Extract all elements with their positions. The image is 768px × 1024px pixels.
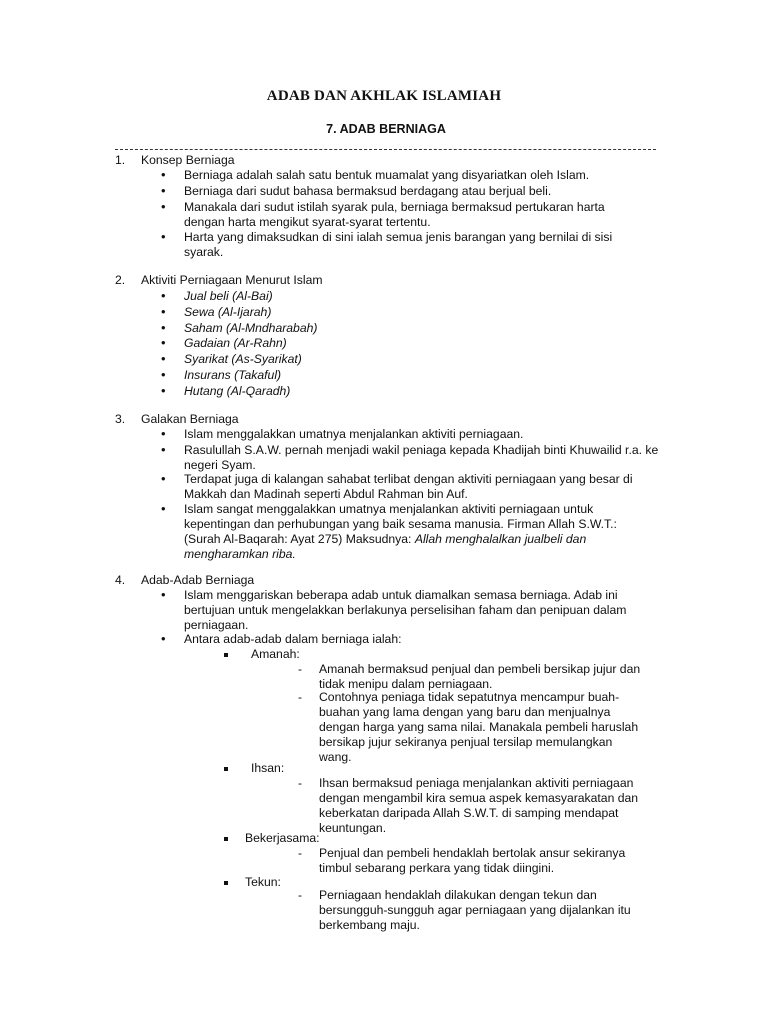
bullet-icon: • <box>161 426 166 441</box>
adab-label-ihsan: Ihsan: <box>251 761 285 775</box>
section-number: 2. <box>115 273 126 287</box>
bullet-icon: • <box>161 383 166 398</box>
bullet-icon: • <box>161 631 166 646</box>
list-item: Terdapat juga di kalangan sahabat terlibat dengan aktiviti perniagaan yang besar di Makkah dan Madinah seperti Abdul Rahman bin Auf. <box>184 472 633 501</box>
square-bullet-icon <box>224 653 228 657</box>
dash-icon: - <box>298 888 303 902</box>
list-item-text: Islam sangat menggalakkan umatnya menjalankan aktiviti perniagaan untuk kepentingan dan perhubungan yang baik sesama manusia. Firman Allah S.W.T.: (Surah Al-Baqarah: Ayat 275) Maksudnya: <box>184 502 617 546</box>
list-item: Islam menggariskan beberapa adab untuk diamalkan semasa berniaga. Adab ini bertujuan untuk mengelakkan berlakunya perselisihan faham dan penipuan dalam perniagaan. <box>184 588 627 632</box>
bullet-icon: • <box>161 288 166 303</box>
quran-quote: Allah menghalalkan jualbeli dan mengharamkan riba. <box>184 532 587 561</box>
section-number: 4. <box>115 573 126 587</box>
section-title: Konsep Berniaga <box>141 153 235 167</box>
adab-point: Amanah bermaksud penjual dan pembeli bersikap jujur dan tidak menipu dalam perniagaan. <box>319 662 641 691</box>
square-bullet-icon <box>224 837 228 841</box>
square-bullet-icon <box>224 881 228 885</box>
adab-point: Penjual dan pembeli hendaklah bertolak ansur sekiranya timbul sebarang perkara yang tidak diingini. <box>319 846 626 875</box>
list-item: Harta yang dimaksudkan di sini ialah semua jenis barangan yang bernilai di sisi syarak. <box>184 230 613 259</box>
bullet-icon: • <box>161 304 166 319</box>
list-item: Manakala dari sudut istilah syarak pula, berniaga bermaksud pertukaran harta dengan harta mengikut syarat-syarat tertentu. <box>184 200 605 229</box>
dashed-divider <box>115 149 656 150</box>
section-title: Adab-Adab Berniaga <box>141 573 255 587</box>
section-number: 3. <box>115 412 126 426</box>
adab-label-bekerjasama: Bekerjasama: <box>245 831 320 845</box>
list-item: Rasulullah S.A.W. pernah menjadi wakil peniaga kepada Khadijah binti Khuwailid r.a. ke negeri Syam. <box>184 443 659 472</box>
list-item: Hutang (Al-Qaradh) <box>184 384 291 398</box>
chapter-title: 7. ADAB BERNIAGA <box>326 122 446 136</box>
bullet-icon: • <box>161 167 166 182</box>
document-title: ADAB DAN AKHLAK ISLAMIAH <box>266 88 502 104</box>
bullet-icon: • <box>161 367 166 382</box>
bullet-icon: • <box>161 183 166 198</box>
list-item: Berniaga dari sudut bahasa bermaksud berdagang atau berjual beli. <box>184 184 552 198</box>
adab-label-tekun: Tekun: <box>245 875 281 889</box>
list-item: Islam menggalakkan umatnya menjalankan aktiviti perniagaan. <box>184 427 524 441</box>
list-item: Gadaian (Ar-Rahn) <box>184 336 287 350</box>
bullet-icon: • <box>161 229 166 244</box>
list-item <box>184 502 646 562</box>
bullet-icon: • <box>161 335 166 350</box>
dash-icon: - <box>298 690 303 704</box>
list-item: Syarikat (As-Syarikat) <box>184 352 302 366</box>
dash-icon: - <box>298 776 303 790</box>
list-item: Antara adab-adab dalam berniaga ialah: <box>184 632 402 646</box>
bullet-icon: • <box>161 501 166 516</box>
square-bullet-icon <box>224 767 228 771</box>
list-item: Saham (Al-Mndharabah) <box>184 321 318 335</box>
list-item: Berniaga adalah salah satu bentuk muamalat yang disyariatkan oleh Islam. <box>184 168 590 182</box>
adab-point: Perniagaan hendaklah dilakukan dengan tekun dan bersungguh-sungguh agar perniagaan yang dijalankan itu berkembang maju. <box>319 888 631 932</box>
list-item: Jual beli (Al-Bai) <box>184 289 273 303</box>
bullet-icon: • <box>161 587 166 602</box>
section-number: 1. <box>115 153 126 167</box>
adab-label-amanah: Amanah: <box>251 647 300 661</box>
section-title: Aktiviti Perniagaan Menurut Islam <box>141 273 323 287</box>
list-item: Insurans (Takaful) <box>184 368 282 382</box>
dash-icon: - <box>298 846 303 860</box>
bullet-icon: • <box>161 320 166 335</box>
bullet-icon: • <box>161 471 166 486</box>
bullet-icon: • <box>161 199 166 214</box>
adab-point: Ihsan bermaksud peniaga menjalankan aktiviti perniagaan dengan mengambil kira semua aspek kemasyarakatan dan keberkatan daripada Allah S.W.T. di samping mendapat keuntungan. <box>319 776 639 835</box>
adab-point: Contohnya peniaga tidak sepatutnya mencampur buah-buahan yang lama dengan yang baru dan menjualnya dengan harga yang sama nilai. Manakala pembeli haruslah bersikap jujur sekiranya penjual tersilap memulangkan wang. <box>319 690 639 764</box>
dash-icon: - <box>298 662 303 676</box>
section-title: Galakan Berniaga <box>141 412 239 426</box>
bullet-icon: • <box>161 351 166 366</box>
list-item: Sewa (Al-Ijarah) <box>184 305 272 319</box>
bullet-icon: • <box>161 442 166 457</box>
